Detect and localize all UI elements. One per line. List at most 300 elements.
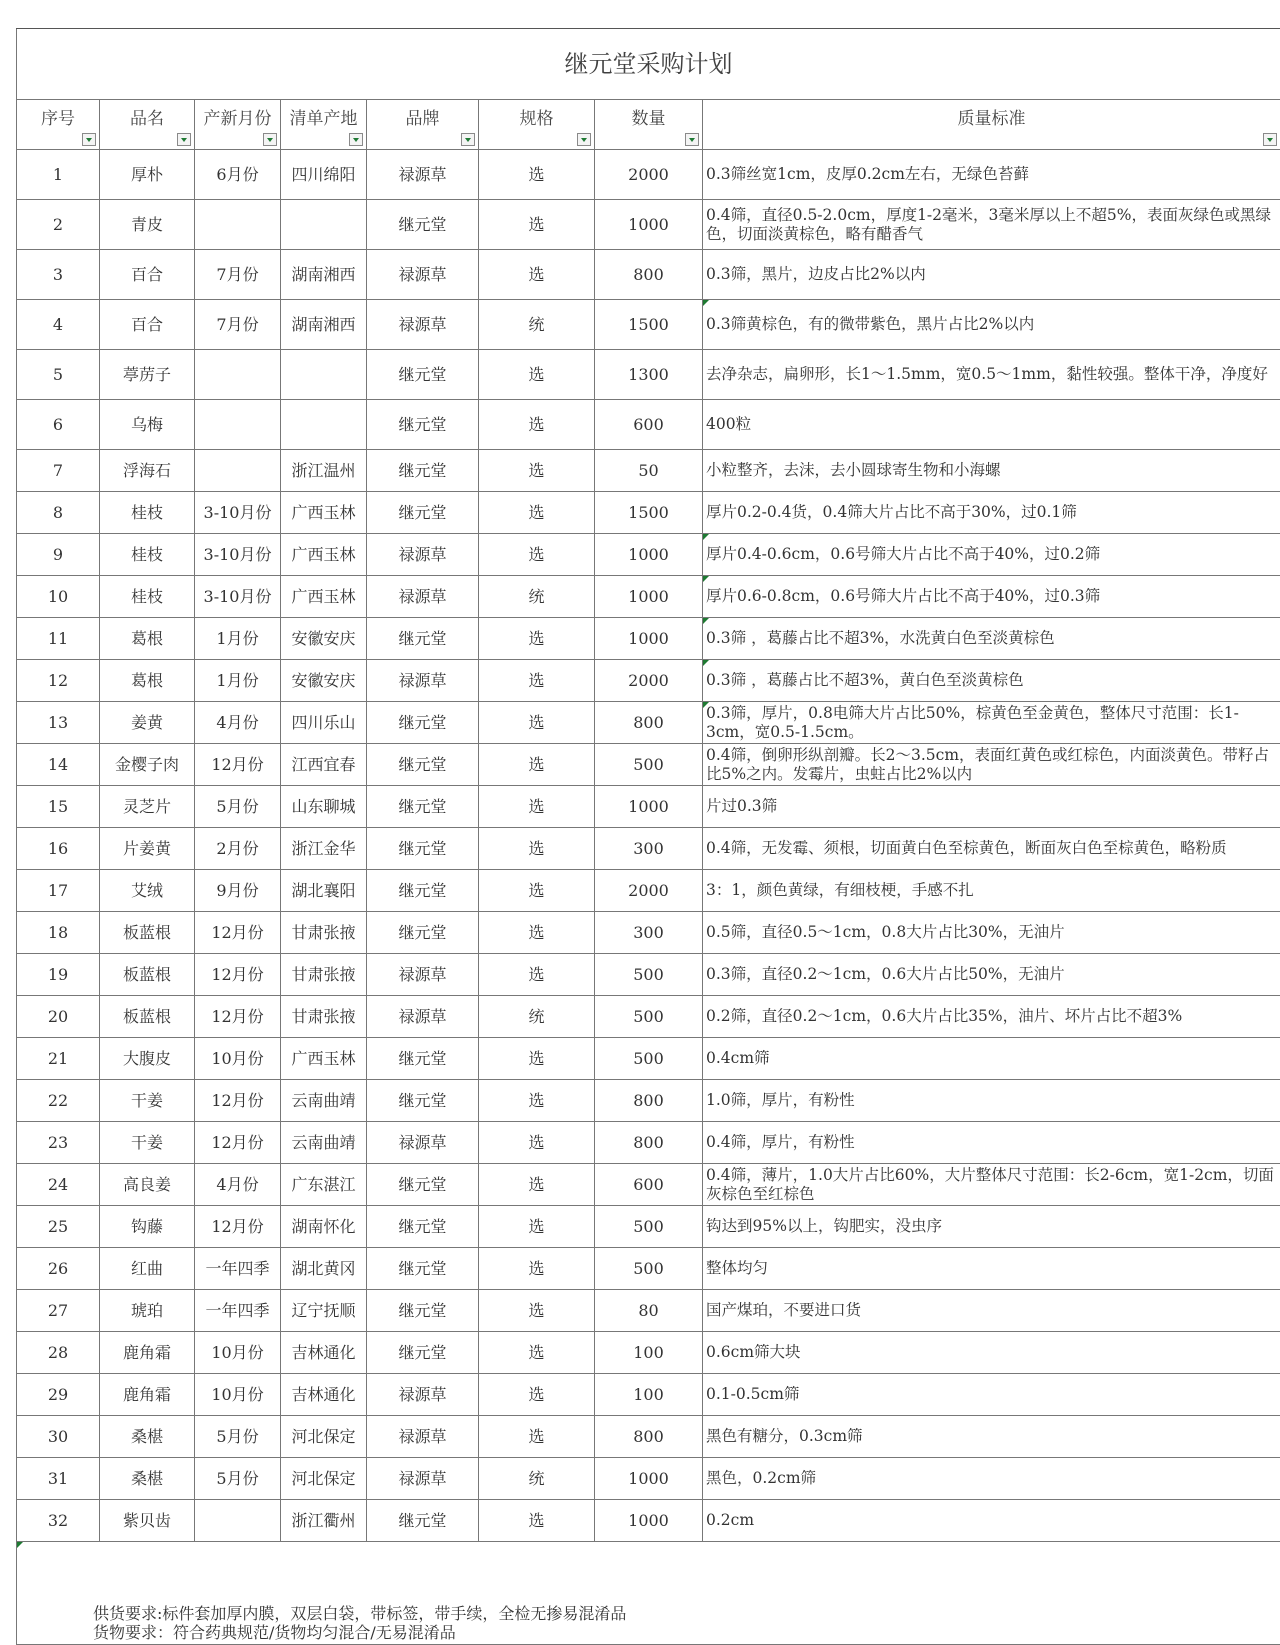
cell-origin[interactable]: 湖南怀化 [281,1206,367,1248]
cell-quality[interactable] [703,400,1280,450]
header-label-quality: 质量标准 [707,110,1276,129]
cell-no[interactable]: 12 [17,660,100,702]
filter-dropdown-icon[interactable] [349,133,363,146]
cell-no[interactable]: 9 [17,534,100,576]
cell-spec[interactable]: 选 [479,534,595,576]
cell-brand[interactable]: 禄源草 [367,576,479,618]
cell-spec[interactable]: 选 [479,954,595,996]
cell-qty[interactable]: 500 [595,954,703,996]
cell-quality[interactable] [703,250,1280,300]
filter-dropdown-icon[interactable] [82,133,96,146]
cell-origin[interactable]: 湖北黄冈 [281,1248,367,1290]
cell-quality[interactable] [703,828,1280,870]
cell-no[interactable]: 16 [17,828,100,870]
cell-quality[interactable] [703,1206,1280,1248]
cell-qty[interactable]: 2000 [595,870,703,912]
quality-text: 0.3筛 ，葛藤占比不超3%，黄白色至淡黄棕色 [706,671,1278,690]
quality-text: 0.3筛，直径0.2～1cm，0.6大片占比50%，无油片 [706,965,1278,984]
cell-qty[interactable]: 500 [595,744,703,786]
cell-no[interactable]: 13 [17,702,100,744]
cell-quality[interactable] [703,1416,1280,1458]
cell-name[interactable]: 琥珀 [100,1290,195,1332]
cell-name[interactable]: 鹿角霜 [100,1374,195,1416]
cell-quality[interactable] [703,1164,1280,1206]
cell-origin[interactable]: 湖北襄阳 [281,870,367,912]
cell-spec[interactable]: 选 [479,1164,595,1206]
error-marker-icon [703,576,709,582]
footer-cell[interactable] [17,1542,1280,1645]
cell-spec[interactable]: 选 [479,660,595,702]
cell-no[interactable]: 5 [17,350,100,400]
cell-no[interactable]: 14 [17,744,100,786]
cell-brand[interactable]: 继元堂 [367,702,479,744]
cell-spec[interactable]: 选 [479,1416,595,1458]
cell-month[interactable]: 10月份 [195,1374,281,1416]
cell-origin[interactable]: 浙江金华 [281,828,367,870]
cell-quality[interactable] [703,492,1280,534]
cell-month[interactable] [195,1500,281,1542]
cell-month[interactable]: 12月份 [195,1080,281,1122]
cell-no[interactable]: 22 [17,1080,100,1122]
cell-origin[interactable]: 浙江温州 [281,450,367,492]
header-cell-origin [281,100,367,150]
cell-quality[interactable] [703,618,1280,660]
cell-name[interactable]: 桑椹 [100,1458,195,1500]
cell-brand[interactable]: 禄源草 [367,660,479,702]
cell-origin[interactable]: 山东聊城 [281,786,367,828]
cell-no[interactable]: 24 [17,1164,100,1206]
quality-text: 厚片0.6-0.8cm，0.6号筛大片占比不高于40%，过0.3筛 [706,587,1278,606]
cell-name[interactable]: 板蓝根 [100,996,195,1038]
cell-qty[interactable]: 1000 [595,618,703,660]
cell-qty[interactable]: 1300 [595,350,703,400]
quality-text: 0.4筛，厚片，有粉性 [706,1133,1278,1152]
cell-month[interactable]: 5月份 [195,1458,281,1500]
cell-qty[interactable]: 800 [595,1122,703,1164]
cell-month[interactable]: 3-10月份 [195,492,281,534]
cell-quality[interactable] [703,576,1280,618]
cell-qty[interactable]: 800 [595,1416,703,1458]
cell-spec[interactable]: 选 [479,1038,595,1080]
cell-month[interactable]: 10月份 [195,1332,281,1374]
cell-month[interactable]: 3-10月份 [195,576,281,618]
header-label-origin: 清单产地 [285,110,362,129]
cell-origin[interactable]: 浙江衢州 [281,1500,367,1542]
cell-no[interactable]: 18 [17,912,100,954]
cell-quality[interactable] [703,1374,1280,1416]
cell-name[interactable]: 紫贝齿 [100,1500,195,1542]
cell-spec[interactable]: 统 [479,1458,595,1500]
cell-name[interactable]: 灵芝片 [100,786,195,828]
cell-no[interactable]: 8 [17,492,100,534]
cell-name[interactable]: 桑椹 [100,1416,195,1458]
cell-qty[interactable]: 500 [595,1206,703,1248]
cell-origin[interactable]: 河北保定 [281,1458,367,1500]
cell-qty[interactable]: 500 [595,1038,703,1080]
cell-month[interactable] [195,400,281,450]
cell-spec[interactable]: 选 [479,702,595,744]
cell-origin[interactable]: 安徽安庆 [281,618,367,660]
cell-name[interactable]: 桂枝 [100,534,195,576]
cell-qty[interactable]: 500 [595,1248,703,1290]
cell-no[interactable]: 27 [17,1290,100,1332]
cell-no[interactable]: 28 [17,1332,100,1374]
spreadsheet [16,28,1280,1645]
cell-name[interactable]: 葛根 [100,660,195,702]
cell-brand[interactable]: 继元堂 [367,1206,479,1248]
cell-origin[interactable]: 湖南湘西 [281,300,367,350]
cell-quality[interactable] [703,1458,1280,1500]
cell-spec[interactable]: 选 [479,1332,595,1374]
cell-name[interactable]: 厚朴 [100,150,195,200]
cell-spec[interactable]: 选 [479,828,595,870]
cell-origin[interactable]: 甘肃张掖 [281,996,367,1038]
cell-spec[interactable]: 选 [479,400,595,450]
cell-month[interactable]: 12月份 [195,954,281,996]
cell-quality[interactable] [703,350,1280,400]
cell-quality[interactable] [703,660,1280,702]
cell-no[interactable]: 17 [17,870,100,912]
quality-text: 0.4筛，无发霉、须根，切面黄白色至棕黄色，断面灰白色至棕黄色，略粉质 [706,839,1278,858]
cell-brand[interactable]: 继元堂 [367,1332,479,1374]
cell-origin[interactable]: 四川乐山 [281,702,367,744]
cell-origin[interactable] [281,200,367,250]
cell-spec[interactable]: 选 [479,450,595,492]
cell-no[interactable]: 2 [17,200,100,250]
cell-month[interactable]: 6月份 [195,150,281,200]
error-marker-icon [703,702,709,708]
cell-brand[interactable]: 禄源草 [367,300,479,350]
cell-name[interactable]: 红曲 [100,1248,195,1290]
header-label-month: 产新月份 [199,110,276,129]
filter-dropdown-icon[interactable] [1263,133,1277,146]
cell-origin[interactable]: 辽宁抚顺 [281,1290,367,1332]
cell-name[interactable]: 干姜 [100,1122,195,1164]
cell-spec[interactable]: 统 [479,996,595,1038]
cell-spec[interactable]: 选 [479,1122,595,1164]
cell-origin[interactable]: 广西玉林 [281,1038,367,1080]
cell-brand[interactable]: 继元堂 [367,1290,479,1332]
cell-no[interactable]: 32 [17,1500,100,1542]
cell-qty[interactable]: 1000 [595,1458,703,1500]
cell-name[interactable]: 姜黄 [100,702,195,744]
cell-spec[interactable]: 选 [479,1248,595,1290]
cell-brand[interactable]: 继元堂 [367,912,479,954]
cell-qty[interactable]: 50 [595,450,703,492]
error-marker-icon [703,660,709,666]
cell-brand[interactable]: 继元堂 [367,828,479,870]
cell-no[interactable]: 23 [17,1122,100,1164]
cell-origin[interactable]: 吉林通化 [281,1332,367,1374]
cell-name[interactable]: 乌梅 [100,400,195,450]
cell-spec[interactable]: 选 [479,1290,595,1332]
cell-name[interactable]: 金樱子肉 [100,744,195,786]
cell-brand[interactable]: 继元堂 [367,1248,479,1290]
cell-month[interactable]: 一年四季 [195,1290,281,1332]
cell-spec[interactable]: 选 [479,618,595,660]
filter-dropdown-icon[interactable] [263,133,277,146]
cell-spec[interactable]: 选 [479,200,595,250]
cell-quality[interactable] [703,1038,1280,1080]
cell-no[interactable]: 1 [17,150,100,200]
cell-brand[interactable]: 继元堂 [367,400,479,450]
cell-qty[interactable]: 1000 [595,786,703,828]
cell-qty[interactable]: 500 [595,996,703,1038]
cell-origin[interactable]: 湖南湘西 [281,250,367,300]
cell-qty[interactable]: 2000 [595,660,703,702]
cell-brand[interactable]: 禄源草 [367,150,479,200]
table-row [17,150,1280,200]
cell-name[interactable]: 片姜黄 [100,828,195,870]
header-cell-no [17,100,100,150]
cell-no[interactable]: 7 [17,450,100,492]
cell-name[interactable]: 青皮 [100,200,195,250]
cell-month[interactable]: 12月份 [195,912,281,954]
cell-month[interactable]: 12月份 [195,1122,281,1164]
cell-month[interactable]: 1月份 [195,660,281,702]
cell-no[interactable]: 15 [17,786,100,828]
cell-qty[interactable]: 600 [595,400,703,450]
cell-brand[interactable]: 继元堂 [367,1164,479,1206]
cell-name[interactable]: 鹿角霜 [100,1332,195,1374]
cell-origin[interactable]: 河北保定 [281,1416,367,1458]
cell-spec[interactable]: 统 [479,300,595,350]
cell-spec[interactable]: 选 [479,1080,595,1122]
table-row [17,954,1280,996]
cell-spec[interactable]: 选 [479,786,595,828]
cell-qty[interactable]: 80 [595,1290,703,1332]
cell-month[interactable] [195,200,281,250]
cell-brand[interactable]: 继元堂 [367,1038,479,1080]
cell-origin[interactable]: 广西玉林 [281,576,367,618]
cell-month[interactable]: 一年四季 [195,1248,281,1290]
cell-no[interactable]: 10 [17,576,100,618]
cell-qty[interactable]: 1500 [595,300,703,350]
cell-qty[interactable]: 2000 [595,150,703,200]
cell-brand[interactable]: 继元堂 [367,492,479,534]
cell-brand[interactable]: 继元堂 [367,744,479,786]
cell-brand[interactable]: 继元堂 [367,1500,479,1542]
cell-qty[interactable]: 800 [595,1080,703,1122]
cell-name[interactable]: 百合 [100,250,195,300]
cell-month[interactable]: 9月份 [195,870,281,912]
cell-brand[interactable]: 继元堂 [367,618,479,660]
cell-brand[interactable]: 禄源草 [367,1458,479,1500]
cell-spec[interactable]: 统 [479,576,595,618]
cell-quality[interactable] [703,1332,1280,1374]
filter-dropdown-icon[interactable] [177,133,191,146]
cell-name[interactable]: 大腹皮 [100,1038,195,1080]
quality-text: 0.1-0.5cm筛 [706,1385,1278,1404]
cell-origin[interactable]: 甘肃张掖 [281,912,367,954]
cell-month[interactable]: 10月份 [195,1038,281,1080]
cell-quality[interactable] [703,744,1280,786]
cell-quality[interactable] [703,1122,1280,1164]
cell-spec[interactable]: 选 [479,870,595,912]
error-marker-icon [703,300,709,306]
cell-spec[interactable]: 选 [479,1206,595,1248]
cell-spec[interactable]: 选 [479,912,595,954]
cell-spec[interactable]: 选 [479,492,595,534]
cell-origin[interactable]: 安徽安庆 [281,660,367,702]
cell-spec[interactable]: 选 [479,1500,595,1542]
cell-brand[interactable]: 继元堂 [367,786,479,828]
cell-origin[interactable]: 云南曲靖 [281,1122,367,1164]
cell-origin[interactable]: 广东湛江 [281,1164,367,1206]
cell-quality[interactable] [703,912,1280,954]
cell-month[interactable]: 2月份 [195,828,281,870]
cell-no[interactable]: 25 [17,1206,100,1248]
cell-brand[interactable]: 继元堂 [367,200,479,250]
cell-brand[interactable]: 禄源草 [367,534,479,576]
cell-qty[interactable]: 1000 [595,576,703,618]
cell-brand[interactable]: 禄源草 [367,1122,479,1164]
cell-brand[interactable]: 继元堂 [367,450,479,492]
cell-month[interactable]: 4月份 [195,1164,281,1206]
cell-month[interactable]: 12月份 [195,1206,281,1248]
filter-dropdown-icon[interactable] [577,133,591,146]
cell-quality[interactable] [703,1080,1280,1122]
cell-qty[interactable]: 1000 [595,200,703,250]
cell-no[interactable]: 20 [17,996,100,1038]
quality-text: 厚片0.2-0.4货，0.4筛大片占比不高于30%，过0.1筛 [706,503,1278,522]
cell-name[interactable]: 桂枝 [100,576,195,618]
cell-origin[interactable]: 云南曲靖 [281,1080,367,1122]
cell-brand[interactable]: 继元堂 [367,1080,479,1122]
cell-quality[interactable] [703,450,1280,492]
cell-origin[interactable]: 甘肃张掖 [281,954,367,996]
quality-text: 0.4cm筛 [706,1049,1278,1068]
cell-quality[interactable] [703,200,1280,250]
cell-month[interactable]: 5月份 [195,786,281,828]
cell-spec[interactable]: 选 [479,1374,595,1416]
cell-no[interactable]: 19 [17,954,100,996]
cell-quality[interactable] [703,870,1280,912]
cell-spec[interactable]: 选 [479,744,595,786]
procurement-table [16,28,1280,1645]
cell-spec[interactable]: 选 [479,150,595,200]
cell-quality[interactable] [703,150,1280,200]
cell-origin[interactable]: 吉林通化 [281,1374,367,1416]
cell-month[interactable]: 7月份 [195,250,281,300]
cell-no[interactable]: 4 [17,300,100,350]
cell-qty[interactable]: 800 [595,702,703,744]
cell-month[interactable]: 3-10月份 [195,534,281,576]
cell-quality[interactable] [703,996,1280,1038]
cell-month[interactable]: 4月份 [195,702,281,744]
cell-no[interactable]: 29 [17,1374,100,1416]
cell-month[interactable] [195,450,281,492]
quality-text: 0.2cm [706,1511,1278,1530]
cell-name[interactable]: 板蓝根 [100,912,195,954]
cell-month[interactable]: 12月份 [195,996,281,1038]
cell-name[interactable]: 桂枝 [100,492,195,534]
header-cell-month [195,100,281,150]
cell-no[interactable]: 26 [17,1248,100,1290]
cell-brand[interactable]: 禄源草 [367,996,479,1038]
table-row [17,618,1280,660]
cell-month[interactable]: 7月份 [195,300,281,350]
cell-spec[interactable]: 选 [479,350,595,400]
cell-name[interactable]: 板蓝根 [100,954,195,996]
table-row [17,400,1280,450]
cell-no[interactable]: 11 [17,618,100,660]
cell-no[interactable]: 6 [17,400,100,450]
cell-quality[interactable] [703,702,1280,744]
cell-quality[interactable] [703,300,1280,350]
cell-name[interactable]: 葶苈子 [100,350,195,400]
cell-origin[interactable]: 广西玉林 [281,492,367,534]
cell-brand[interactable]: 禄源草 [367,954,479,996]
cell-qty[interactable]: 800 [595,250,703,300]
cell-no[interactable]: 31 [17,1458,100,1500]
cell-quality[interactable] [703,954,1280,996]
cell-name[interactable]: 葛根 [100,618,195,660]
cell-qty[interactable]: 100 [595,1374,703,1416]
cell-quality[interactable] [703,1500,1280,1542]
table-row [17,870,1280,912]
cell-name[interactable]: 钩藤 [100,1206,195,1248]
filter-dropdown-icon[interactable] [685,133,699,146]
quality-text: 小粒整齐，去沫，去小圆球寄生物和小海螺 [706,461,1278,480]
cell-qty[interactable]: 100 [595,1332,703,1374]
cell-no[interactable]: 3 [17,250,100,300]
cell-origin[interactable]: 广西玉林 [281,534,367,576]
cell-origin[interactable] [281,400,367,450]
cell-qty[interactable]: 300 [595,912,703,954]
cell-brand[interactable]: 禄源草 [367,1416,479,1458]
quality-text: 0.4筛，倒卵形纵剖瓣。长2～3.5cm，表面红黄色或红棕色，内面淡黄色。带籽占比5%之内。发霉片，虫蛀占比2%以内 [706,746,1278,784]
table-row [17,1122,1280,1164]
cell-quality[interactable] [703,534,1280,576]
cell-no[interactable]: 30 [17,1416,100,1458]
cell-origin[interactable]: 四川绵阳 [281,150,367,200]
header-cell-quality [703,100,1280,150]
cell-origin[interactable] [281,350,367,400]
cell-quality[interactable] [703,1290,1280,1332]
cell-qty[interactable]: 1500 [595,492,703,534]
cell-quality[interactable] [703,1248,1280,1290]
cell-name[interactable]: 艾绒 [100,870,195,912]
cell-quality[interactable] [703,786,1280,828]
cell-month[interactable]: 5月份 [195,1416,281,1458]
cell-origin[interactable]: 江西宜春 [281,744,367,786]
cell-month[interactable] [195,350,281,400]
cell-brand[interactable]: 继元堂 [367,870,479,912]
cell-qty[interactable]: 1000 [595,1500,703,1542]
cell-no[interactable]: 21 [17,1038,100,1080]
cell-brand[interactable]: 禄源草 [367,1374,479,1416]
filter-dropdown-icon[interactable] [461,133,475,146]
cell-qty[interactable]: 300 [595,828,703,870]
cell-brand[interactable]: 继元堂 [367,350,479,400]
table-row [17,1332,1280,1374]
cell-name[interactable]: 浮海石 [100,450,195,492]
cell-brand[interactable]: 禄源草 [367,250,479,300]
cell-name[interactable]: 高良姜 [100,1164,195,1206]
quality-text: 1.0筛，厚片，有粉性 [706,1091,1278,1110]
cell-month[interactable]: 1月份 [195,618,281,660]
cell-name[interactable]: 干姜 [100,1080,195,1122]
cell-qty[interactable]: 1000 [595,534,703,576]
table-row [17,744,1280,786]
cell-month[interactable]: 12月份 [195,744,281,786]
cell-spec[interactable]: 选 [479,250,595,300]
cell-name[interactable]: 百合 [100,300,195,350]
table-row [17,1290,1280,1332]
cell-qty[interactable]: 600 [595,1164,703,1206]
header-cell-qty [595,100,703,150]
